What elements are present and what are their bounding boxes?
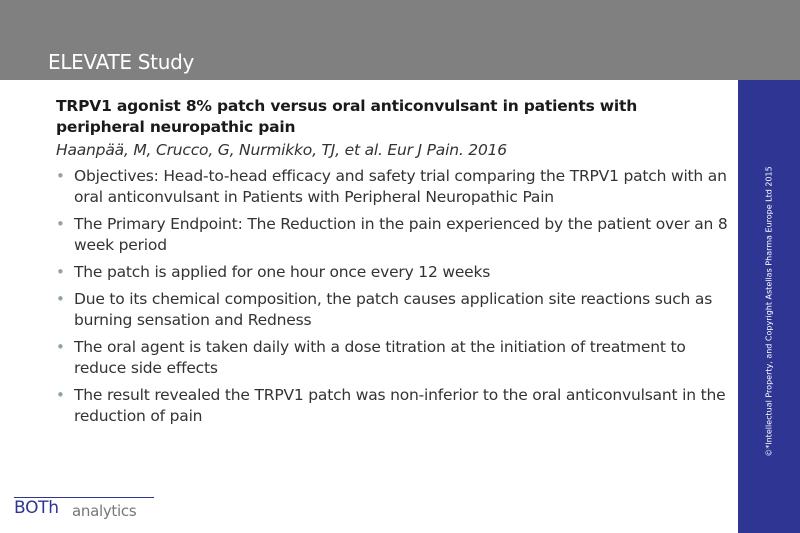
bullet-text: The patch is applied for one hour once every 12 weeks <box>74 263 491 281</box>
bullet-dot-icon: • <box>56 215 65 233</box>
bullet-dot-icon: • <box>56 338 65 356</box>
logo-brand: BOTh <box>14 498 59 518</box>
bullet-list <box>56 166 728 427</box>
bullet-text: The oral agent is taken daily with a dose titration at the initiation of treatment to reduce side effects <box>74 338 686 377</box>
bullet-item <box>56 214 728 256</box>
copyright-notice: ©*Intellectual Property, and Copyright Astellas Pharma Europe Ltd 2015 <box>764 166 774 457</box>
slide-content <box>56 96 728 433</box>
bullet-dot-icon: • <box>56 386 65 404</box>
bullet-item <box>56 385 728 427</box>
slide-heading: TRPV1 agonist 8% patch versus oral anticonvulsant in patients with peripheral neuropathic pain <box>56 97 638 136</box>
both-analytics-logo <box>14 497 156 523</box>
bullet-item <box>56 166 728 208</box>
bullet-item <box>56 262 728 283</box>
bullet-dot-icon: • <box>56 263 65 281</box>
logo-suffix: analytics <box>72 502 137 520</box>
bullet-text: The result revealed the TRPV1 patch was non-inferior to the oral anticonvulsant in the reduction of pain <box>74 386 726 425</box>
bullet-text: Due to its chemical composition, the patch causes application site reactions such as burning sensation and Redness <box>74 290 713 329</box>
bullet-item <box>56 289 728 331</box>
bullet-item <box>56 337 728 379</box>
bullet-dot-icon: • <box>56 167 65 185</box>
bullet-text: The Primary Endpoint: The Reduction in the pain experienced by the patient over an 8 week period <box>74 215 728 254</box>
slide-section-title: ELEVATE Study <box>48 50 195 74</box>
bullet-dot-icon: • <box>56 290 65 308</box>
bullet-text: Objectives: Head-to-head efficacy and safety trial comparing the TRPV1 patch with an oral anticonvulsant in Patients with Peripheral Neuropathic Pain <box>74 167 727 206</box>
citation: Haanpää, M, Crucco, G, Nurmikko, TJ, et al. Eur J Pain. 2016 <box>56 141 507 159</box>
